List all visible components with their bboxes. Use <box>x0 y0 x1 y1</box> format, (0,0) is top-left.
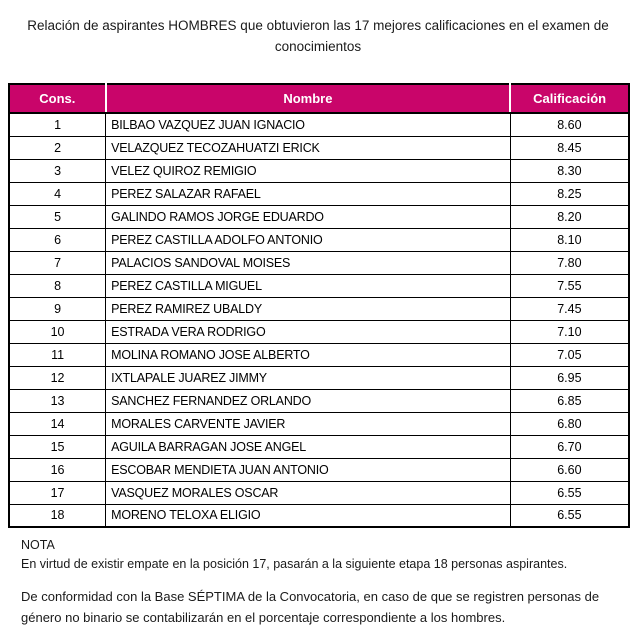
cell-calificacion: 6.55 <box>510 504 629 527</box>
cell-cons: 10 <box>9 320 106 343</box>
cell-nombre: VASQUEZ MORALES OSCAR <box>106 481 511 504</box>
base-septima-paragraph: De conformidad con la Base SÉPTIMA de la Convocatoria, en caso de que se registren personas de género no binario se contabilizarán en el porcentaje correspondiente a los hombres. <box>21 589 600 625</box>
cell-calificacion: 6.60 <box>510 458 629 481</box>
cell-cons: 9 <box>9 297 106 320</box>
cell-cons: 11 <box>9 343 106 366</box>
cell-nombre: PEREZ SALAZAR RAFAEL <box>106 182 511 205</box>
cell-calificacion: 6.85 <box>510 389 629 412</box>
cell-cons: 8 <box>9 274 106 297</box>
cell-calificacion: 8.10 <box>510 228 629 251</box>
cell-nombre: PALACIOS SANDOVAL MOISES <box>106 251 511 274</box>
cell-nombre: BILBAO VAZQUEZ JUAN IGNACIO <box>106 113 511 136</box>
cell-calificacion: 7.05 <box>510 343 629 366</box>
cell-nombre: IXTLAPALE JUAREZ JIMMY <box>106 366 511 389</box>
table-row <box>9 159 629 182</box>
cell-nombre: ESCOBAR MENDIETA JUAN ANTONIO <box>106 458 511 481</box>
table-row <box>9 458 629 481</box>
table-row <box>9 113 629 136</box>
cell-calificacion: 8.20 <box>510 205 629 228</box>
table-row <box>9 297 629 320</box>
table-row <box>9 435 629 458</box>
table-row <box>9 343 629 366</box>
table-row <box>9 412 629 435</box>
table-header-row <box>9 84 629 113</box>
cell-nombre: MORALES CARVENTE JAVIER <box>106 412 511 435</box>
cell-nombre: VELEZ QUIROZ REMIGIO <box>106 159 511 182</box>
page-title: Relación de aspirantes HOMBRES que obtuvieron las 17 mejores calificaciones en el examen de conocimientos <box>27 18 609 54</box>
cell-cons: 4 <box>9 182 106 205</box>
table-row <box>9 481 629 504</box>
cell-nombre: AGUILA BARRAGAN JOSE ANGEL <box>106 435 511 458</box>
table-row <box>9 274 629 297</box>
col-header-cons: Cons. <box>9 84 106 113</box>
cell-cons: 17 <box>9 481 106 504</box>
cell-nombre: PEREZ CASTILLA ADOLFO ANTONIO <box>106 228 511 251</box>
cell-calificacion: 8.60 <box>510 113 629 136</box>
cell-cons: 16 <box>9 458 106 481</box>
cell-cons: 2 <box>9 136 106 159</box>
cell-calificacion: 6.80 <box>510 412 629 435</box>
note-heading: NOTA <box>21 538 55 552</box>
cell-calificacion: 6.95 <box>510 366 629 389</box>
table-row <box>9 205 629 228</box>
table-row <box>9 182 629 205</box>
cell-cons: 15 <box>9 435 106 458</box>
table-row <box>9 136 629 159</box>
cell-calificacion: 8.45 <box>510 136 629 159</box>
cell-calificacion: 6.70 <box>510 435 629 458</box>
cell-calificacion: 6.55 <box>510 481 629 504</box>
cell-calificacion: 7.45 <box>510 297 629 320</box>
cell-calificacion: 8.30 <box>510 159 629 182</box>
table-row <box>9 251 629 274</box>
col-header-calificacion: Calificación <box>510 84 629 113</box>
cell-cons: 5 <box>9 205 106 228</box>
grades-table <box>8 83 630 528</box>
note-text: En virtud de existir empate en la posición 17, pasarán a la siguiente etapa 18 personas aspirantes. <box>21 556 568 571</box>
cell-calificacion: 8.25 <box>510 182 629 205</box>
cell-cons: 6 <box>9 228 106 251</box>
col-header-nombre: Nombre <box>106 84 511 113</box>
cell-cons: 13 <box>9 389 106 412</box>
cell-cons: 14 <box>9 412 106 435</box>
cell-cons: 18 <box>9 504 106 527</box>
cell-calificacion: 7.10 <box>510 320 629 343</box>
cell-calificacion: 7.55 <box>510 274 629 297</box>
table-row <box>9 389 629 412</box>
note-section <box>21 536 636 573</box>
cell-calificacion: 7.80 <box>510 251 629 274</box>
cell-nombre: GALINDO RAMOS JORGE EDUARDO <box>106 205 511 228</box>
table-row <box>9 228 629 251</box>
cell-nombre: SANCHEZ FERNANDEZ ORLANDO <box>106 389 511 412</box>
cell-cons: 1 <box>9 113 106 136</box>
table-row <box>9 504 629 527</box>
cell-nombre: PEREZ RAMIREZ UBALDY <box>106 297 511 320</box>
cell-nombre: ESTRADA VERA RODRIGO <box>106 320 511 343</box>
cell-nombre: PEREZ CASTILLA MIGUEL <box>106 274 511 297</box>
cell-nombre: MOLINA ROMANO JOSE ALBERTO <box>106 343 511 366</box>
table-row <box>9 320 629 343</box>
cell-cons: 7 <box>9 251 106 274</box>
document-page <box>0 15 636 628</box>
table-row <box>9 366 629 389</box>
cell-cons: 3 <box>9 159 106 182</box>
cell-nombre: MORENO TELOXA ELIGIO <box>106 504 511 527</box>
cell-cons: 12 <box>9 366 106 389</box>
cell-nombre: VELAZQUEZ TECOZAHUATZI ERICK <box>106 136 511 159</box>
